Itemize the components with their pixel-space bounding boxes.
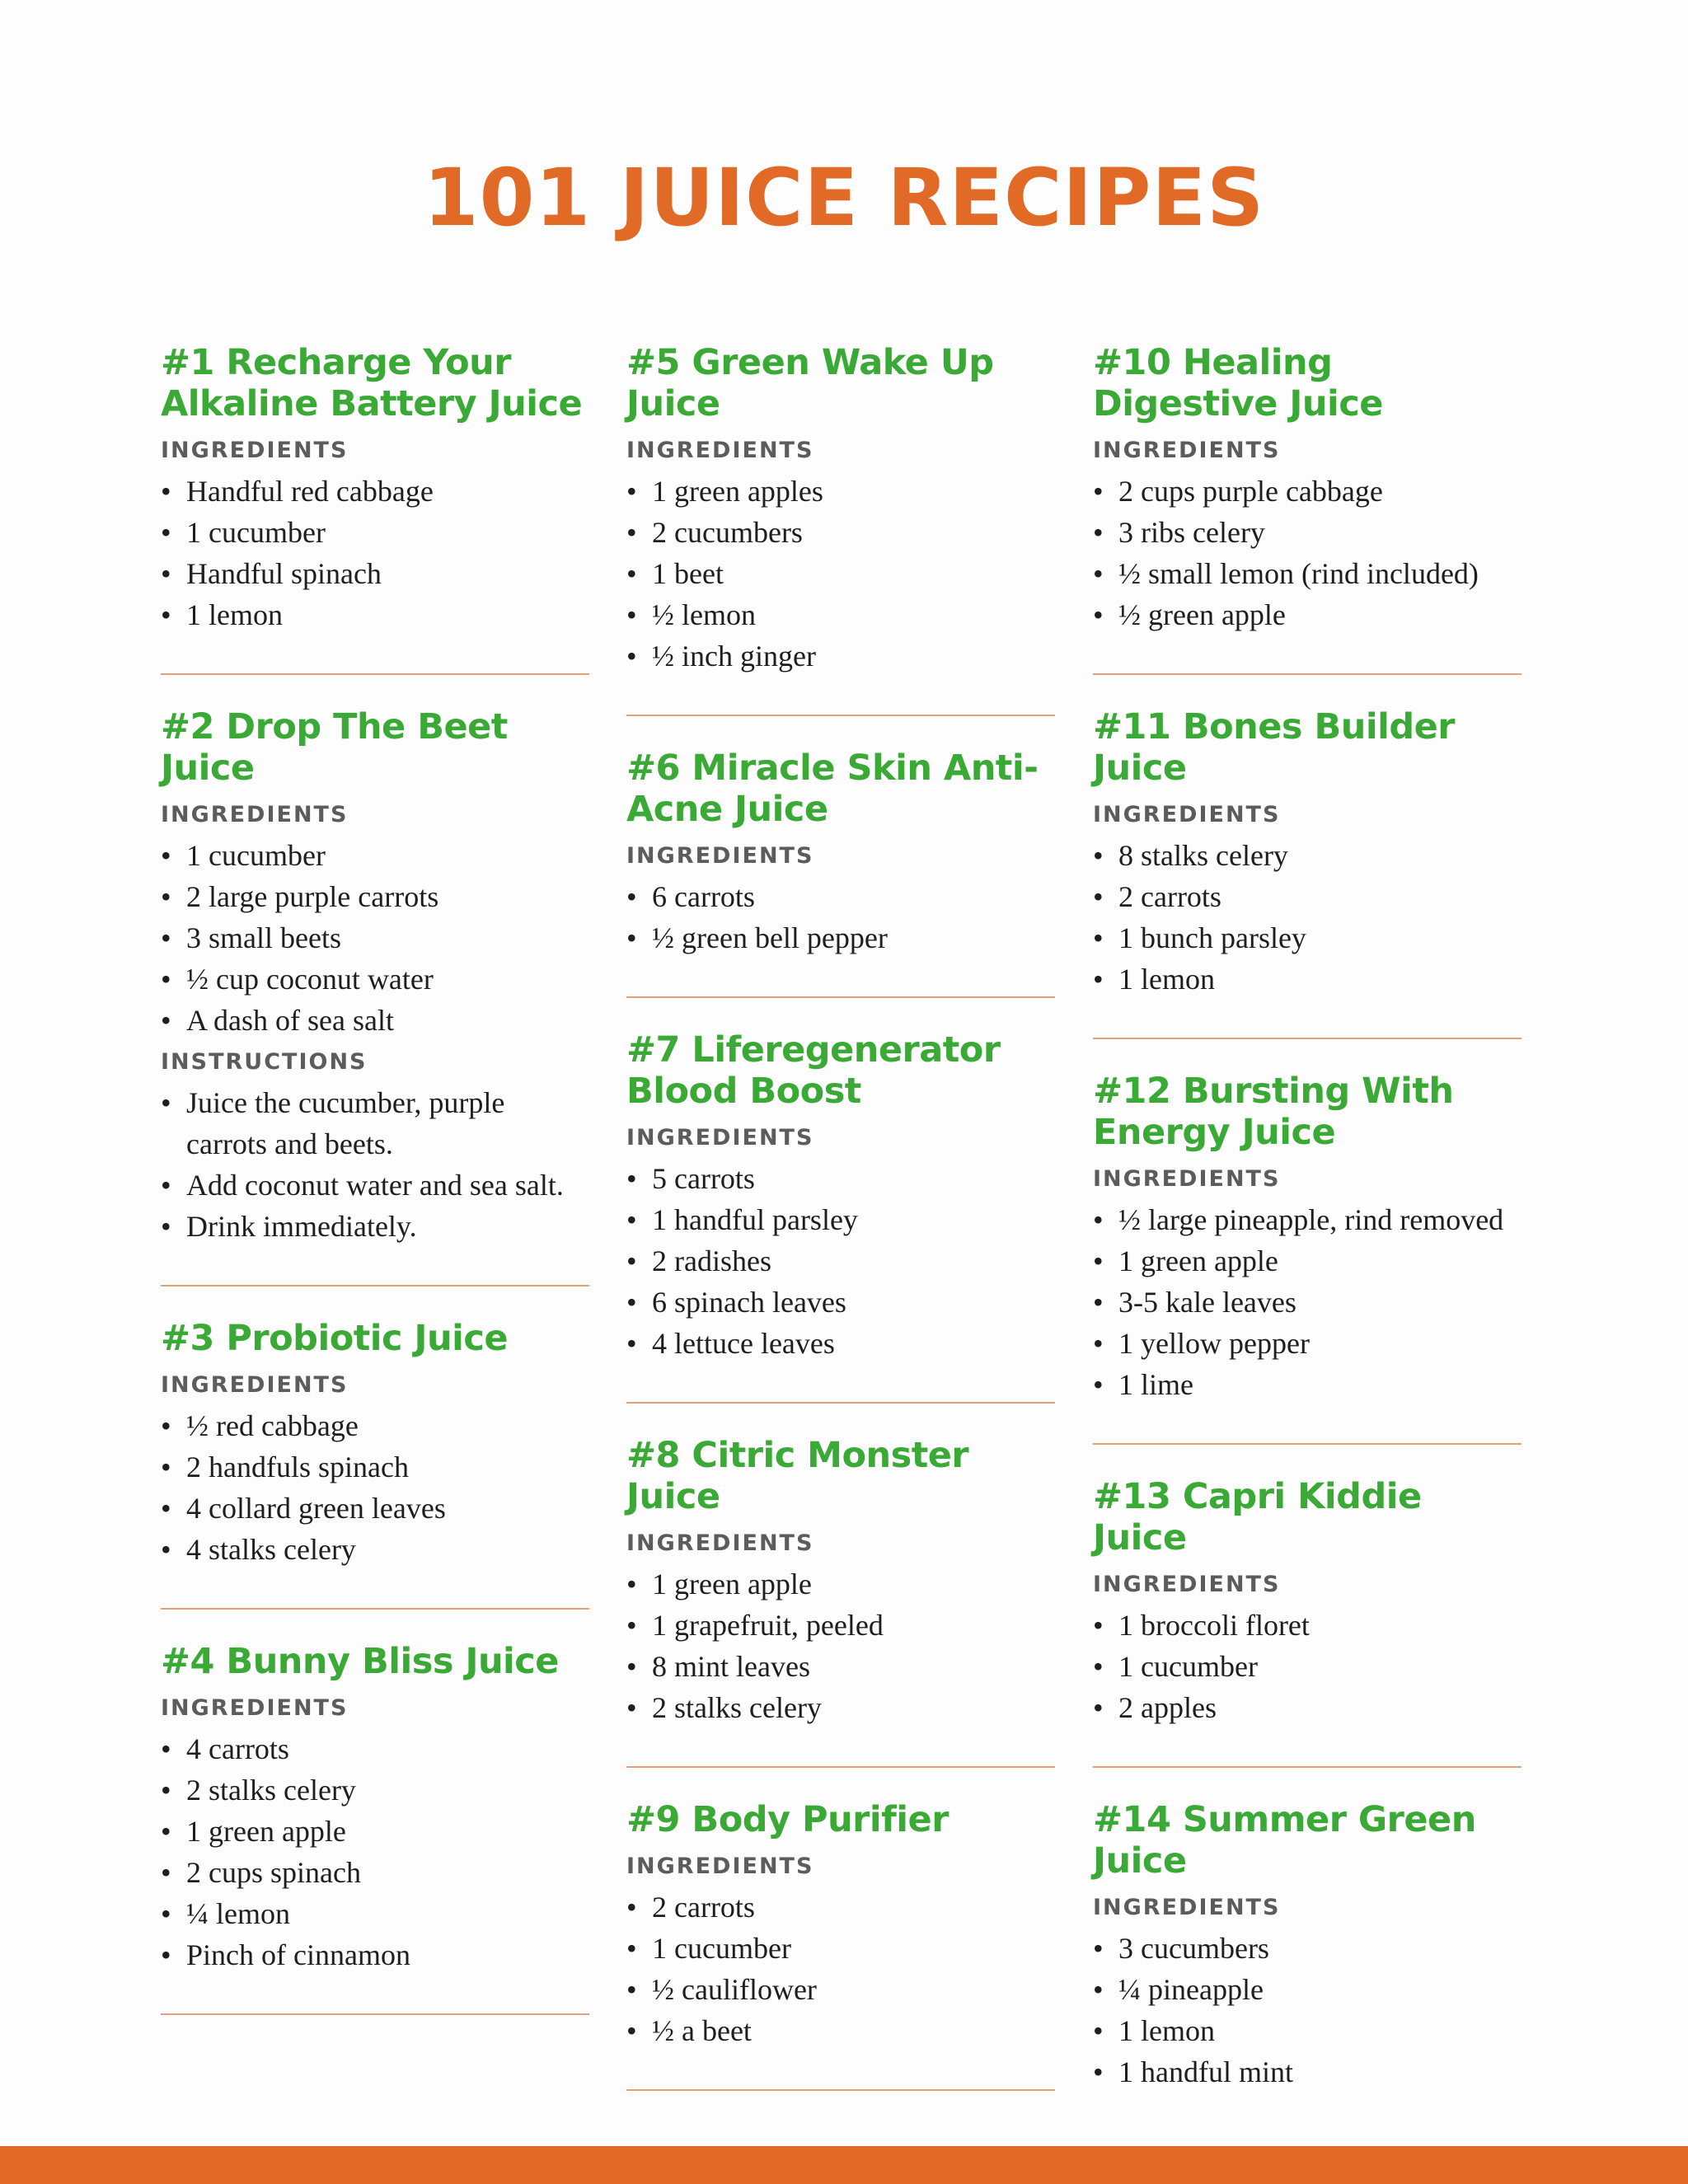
ingredients-label: INGREDIENTS: [1093, 802, 1281, 827]
ingredient-item: • 1 lemon: [1093, 958, 1522, 1000]
ingredient-item: • 2 cucumbers: [626, 512, 1055, 553]
ingredients-list: [161, 1728, 589, 1975]
ingredients-label: INGREDIENTS: [161, 1695, 349, 1721]
recipe-card: [161, 342, 589, 675]
ingredient-item: • 2 handfuls spinach: [161, 1446, 589, 1488]
recipe-title: #14 Summer Green Juice: [1093, 1799, 1476, 1882]
ingredients-list: [1093, 1605, 1522, 1728]
ingredient-item: • 3-5 kale leaves: [1093, 1282, 1522, 1323]
ingredient-item: • 1 green apples: [626, 471, 1055, 512]
ingredient-item: • 8 mint leaves: [626, 1646, 1055, 1687]
ingredients-list: [161, 471, 589, 635]
recipe-title: #7 Liferegenerator Blood Boost: [626, 1029, 1001, 1112]
ingredient-item: • 2 stalks celery: [626, 1687, 1055, 1728]
ingredients-list: [1093, 835, 1522, 1000]
instruction-item: • Juice the cucumber, purple carrots and beets.: [161, 1082, 589, 1165]
ingredient-item: • ½ cauliflower: [626, 1969, 1055, 2010]
ingredient-item: • 2 apples: [1093, 1687, 1522, 1728]
ingredient-item: • 1 green apple: [161, 1811, 589, 1852]
ingredient-item: • 2 cups spinach: [161, 1852, 589, 1893]
recipe-card: [1093, 1799, 1522, 2130]
ingredient-item: • 2 cups purple cabbage: [1093, 471, 1522, 512]
ingredient-item: • ½ red cabbage: [161, 1405, 589, 1446]
ingredients-label: INGREDIENTS: [626, 1125, 814, 1151]
recipe-card: [626, 1029, 1055, 1404]
ingredients-list: [626, 876, 1055, 958]
ingredients-list: [1093, 1928, 1522, 2093]
ingredient-item: • 8 stalks celery: [1093, 835, 1522, 876]
recipe-card: [161, 1318, 589, 1610]
ingredient-item: • 2 large purple carrots: [161, 876, 589, 917]
recipe-title: #12 Bursting With Energy Juice: [1093, 1071, 1454, 1153]
recipe-card: [1093, 1071, 1522, 1445]
ingredient-item: • ½ small lemon (rind included): [1093, 553, 1522, 594]
recipe-card: [1093, 706, 1522, 1039]
ingredient-item: • 3 small beets: [161, 917, 589, 958]
recipe-card: [626, 1799, 1055, 2091]
ingredient-item: • 1 handful mint: [1093, 2051, 1522, 2093]
ingredient-item: • ½ green bell pepper: [626, 917, 1055, 958]
recipe-card: [161, 1641, 589, 2015]
ingredient-item: • 4 lettuce leaves: [626, 1323, 1055, 1364]
instructions-label: INSTRUCTIONS: [161, 1049, 368, 1075]
ingredient-item: • 5 carrots: [626, 1158, 1055, 1199]
recipe-card: [626, 748, 1055, 998]
recipe-title: #11 Bones Builder Juice: [1093, 706, 1456, 789]
ingredient-item: • ¼ pineapple: [1093, 1969, 1522, 2010]
ingredient-item: • ½ large pineapple, rind removed: [1093, 1199, 1522, 1240]
ingredients-list: [161, 835, 589, 1041]
recipe-title: #5 Green Wake Up Juice: [626, 342, 994, 424]
ingredient-item: • 1 lemon: [1093, 2010, 1522, 2051]
ingredient-item: • 1 beet: [626, 553, 1055, 594]
ingredient-item: • 4 collard green leaves: [161, 1488, 589, 1529]
ingredient-item: • Handful red cabbage: [161, 471, 589, 512]
ingredient-item: • 3 ribs celery: [1093, 512, 1522, 553]
recipe-title: #8 Citric Monster Juice: [626, 1435, 969, 1517]
recipe-title: #4 Bunny Bliss Juice: [161, 1641, 559, 1682]
ingredients-label: INGREDIENTS: [1093, 1166, 1281, 1192]
recipe-title: #6 Miracle Skin Anti-Acne Juice: [626, 748, 1039, 830]
ingredient-item: • 4 carrots: [161, 1728, 589, 1769]
ingredient-item: • 2 stalks celery: [161, 1769, 589, 1811]
instruction-item: • Drink immediately.: [161, 1206, 589, 1247]
recipe-card: [1093, 342, 1522, 675]
recipe-title: #1 Recharge Your Alkaline Battery Juice: [161, 342, 583, 424]
ingredients-list: [1093, 1199, 1522, 1405]
ingredient-item: • 1 handful parsley: [626, 1199, 1055, 1240]
ingredient-item: • 1 lemon: [161, 594, 589, 635]
ingredient-item: • 1 cucumber: [161, 835, 589, 876]
ingredients-label: INGREDIENTS: [626, 1854, 814, 1879]
ingredients-list: [161, 1405, 589, 1570]
ingredient-item: • 1 grapefruit, peeled: [626, 1605, 1055, 1646]
ingredient-item: • 1 bunch parsley: [1093, 917, 1522, 958]
instructions-list: [161, 1082, 589, 1247]
recipe-card: [1093, 1476, 1522, 1768]
ingredient-item: • 2 carrots: [1093, 876, 1522, 917]
footer-bar: [0, 2146, 1688, 2184]
ingredients-label: INGREDIENTS: [626, 438, 814, 463]
ingredient-item: • 1 lime: [1093, 1364, 1522, 1405]
recipe-column-2: [626, 342, 1055, 2122]
ingredient-item: • 1 yellow pepper: [1093, 1323, 1522, 1364]
ingredient-item: • Pinch of cinnamon: [161, 1934, 589, 1975]
recipe-title: #13 Capri Kiddie Juice: [1093, 1476, 1422, 1558]
recipe-card: [626, 342, 1055, 716]
ingredients-list: [1093, 471, 1522, 635]
recipe-column-1: [161, 342, 589, 2046]
ingredient-item: • 6 spinach leaves: [626, 1282, 1055, 1323]
ingredient-item: • ½ inch ginger: [626, 635, 1055, 677]
ingredients-list: [626, 1886, 1055, 2051]
ingredient-item: • 1 green apple: [626, 1563, 1055, 1605]
ingredient-item: • ¼ lemon: [161, 1893, 589, 1934]
recipe-title: #10 Healing Digestive Juice: [1093, 342, 1383, 424]
ingredient-item: • 1 cucumber: [161, 512, 589, 553]
ingredient-item: • ½ green apple: [1093, 594, 1522, 635]
ingredients-label: INGREDIENTS: [161, 438, 349, 463]
ingredient-item: • 2 radishes: [626, 1240, 1055, 1282]
ingredients-label: INGREDIENTS: [1093, 1572, 1281, 1597]
recipe-column-3: [1093, 342, 1522, 2162]
recipe-title: #3 Probiotic Juice: [161, 1318, 508, 1359]
ingredient-item: • 2 carrots: [626, 1886, 1055, 1928]
ingredient-item: • 1 broccoli floret: [1093, 1605, 1522, 1646]
ingredients-list: [626, 471, 1055, 677]
ingredient-item: • 1 cucumber: [1093, 1646, 1522, 1687]
ingredients-label: INGREDIENTS: [1093, 1895, 1281, 1920]
ingredient-item: • Handful spinach: [161, 553, 589, 594]
instruction-item: • Add coconut water and sea salt.: [161, 1165, 589, 1206]
ingredient-item: • ½ a beet: [626, 2010, 1055, 2051]
recipe-card: [626, 1435, 1055, 1768]
recipe-card: [161, 706, 589, 1286]
ingredient-item: • 3 cucumbers: [1093, 1928, 1522, 1969]
ingredients-list: [626, 1158, 1055, 1364]
ingredient-item: • 1 cucumber: [626, 1928, 1055, 1969]
ingredient-item: • 4 stalks celery: [161, 1529, 589, 1570]
ingredient-item: • A dash of sea salt: [161, 1000, 589, 1041]
recipe-title: #2 Drop The Beet Juice: [161, 706, 508, 789]
ingredients-label: INGREDIENTS: [161, 1372, 349, 1398]
ingredient-item: • ½ lemon: [626, 594, 1055, 635]
ingredients-label: INGREDIENTS: [626, 1530, 814, 1556]
ingredient-item: • ½ cup coconut water: [161, 958, 589, 1000]
ingredients-label: INGREDIENTS: [626, 843, 814, 869]
recipe-title: #9 Body Purifier: [626, 1799, 949, 1840]
ingredient-item: • 1 green apple: [1093, 1240, 1522, 1282]
page-title: 101 JUICE RECIPES: [423, 152, 1265, 244]
ingredient-item: • 6 carrots: [626, 876, 1055, 917]
ingredients-label: INGREDIENTS: [161, 802, 349, 827]
ingredients-list: [626, 1563, 1055, 1728]
ingredients-label: INGREDIENTS: [1093, 438, 1281, 463]
